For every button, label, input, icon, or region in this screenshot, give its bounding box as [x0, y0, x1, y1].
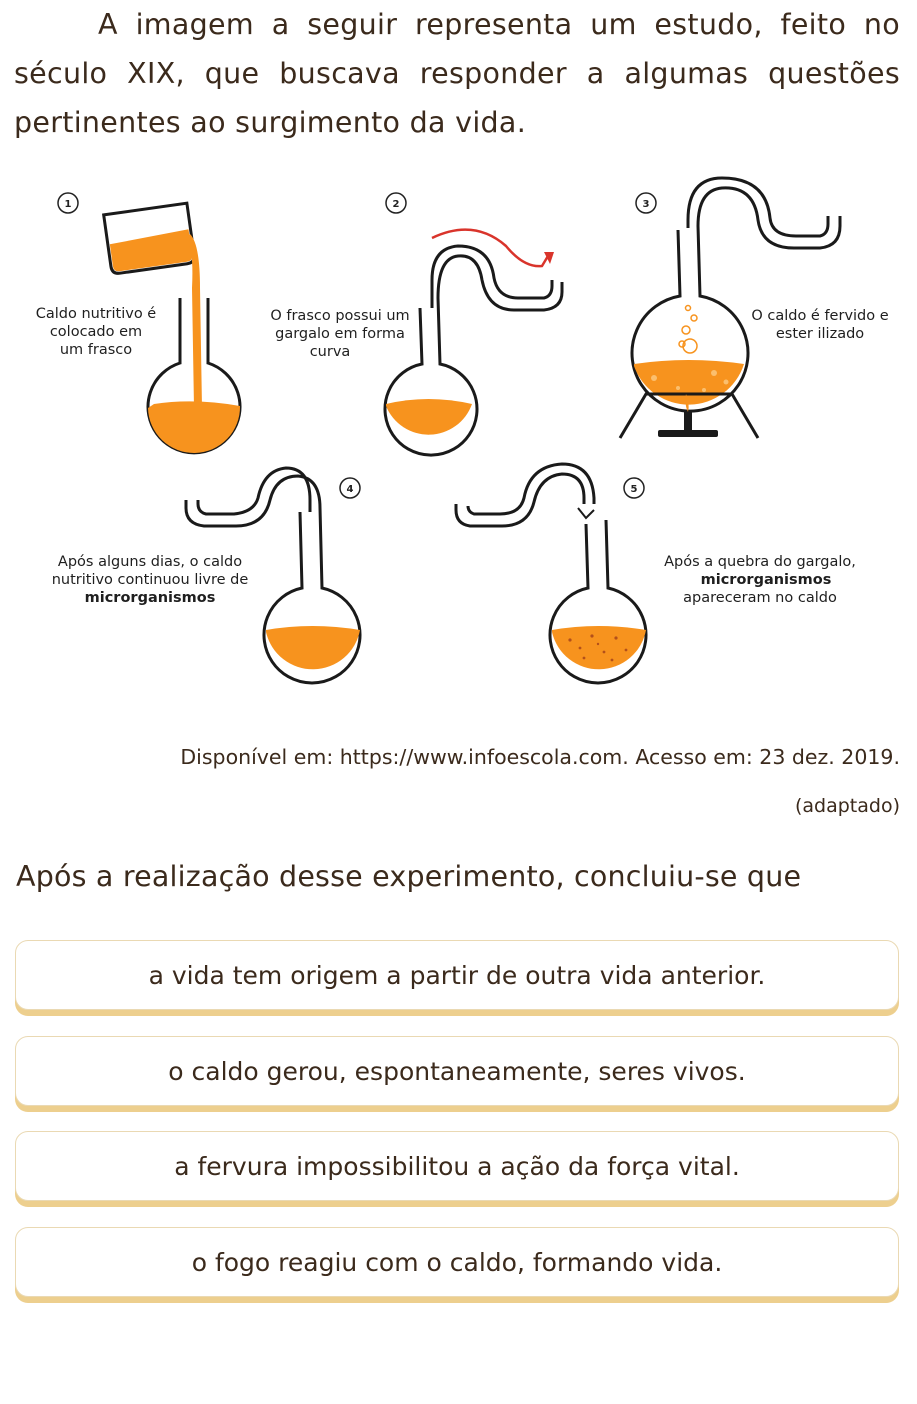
experiment-illustration	[14, 168, 900, 688]
step-5-caption-line-2: microrganismos	[700, 572, 832, 588]
broken-neck-piece	[456, 474, 584, 526]
step-3	[620, 178, 889, 438]
broth-4	[266, 626, 360, 669]
step-1-number: 1	[64, 199, 72, 210]
step-1-caption-line-3: um frasco	[59, 342, 133, 358]
step-1	[36, 193, 240, 453]
step-5-caption-line-3: apareceram no caldo	[683, 590, 837, 606]
contaminated-broth	[552, 626, 646, 669]
beaker-icon	[104, 203, 196, 274]
step-2-caption-line-3: curva	[309, 344, 351, 360]
step-5	[456, 464, 856, 683]
step-2-caption-line-1: O frasco possui um	[270, 308, 410, 324]
broth-1	[148, 401, 240, 453]
intro-paragraph: A imagem a seguir representa um estudo, feito no século XIX, que buscava responder a algumas questões pertinentes ao surgimento da vida.	[14, 8, 900, 139]
step-3-caption-line-1: O caldo é fervido e	[751, 308, 889, 324]
step-2-caption-line-2: gargalo em forma	[275, 326, 405, 342]
step-3-caption-line-2: ester ilizado	[775, 326, 865, 342]
step-1-caption-line-1: Caldo nutritivo é	[35, 306, 157, 322]
step-4-number: 4	[346, 484, 354, 495]
option-c-label: a fervura impossibilitou a ação da força vital.	[174, 1151, 740, 1181]
option-b-button[interactable]	[15, 1036, 899, 1106]
step-3-number: 3	[642, 199, 650, 210]
option-b-label: o caldo gerou, espontaneamente, seres vivos.	[168, 1056, 746, 1086]
question-stem: Após a realização desse experimento, concluiu-se que	[16, 860, 802, 893]
step-4	[52, 468, 360, 683]
step-1-caption-line-2: colocado em	[49, 324, 143, 340]
step-4-caption-line-1: Após alguns dias, o caldo	[57, 554, 243, 570]
step-4-caption-line-2: nutritivo continuou livre de	[51, 572, 249, 588]
bubbles-icon	[679, 306, 697, 354]
pasteur-experiment-figure	[14, 168, 900, 688]
source-note: (adaptado)	[794, 795, 900, 817]
broth-2	[386, 399, 472, 435]
option-a-button[interactable]	[15, 940, 899, 1010]
burner-icon	[684, 412, 692, 432]
step-5-caption-line-1: Após a quebra do gargalo,	[664, 554, 856, 570]
option-d-label: o fogo reagiu com o caldo, formando vida.	[191, 1247, 723, 1277]
option-d-button[interactable]	[15, 1227, 899, 1297]
step-2-number: 2	[392, 199, 400, 210]
source-citation: Disponível em: https://www.infoescola.com. Acesso em: 23 dez. 2019.	[180, 745, 900, 769]
option-a-label: a vida tem origem a partir de outra vida anterior.	[148, 960, 766, 990]
step-5-number: 5	[630, 484, 638, 495]
step-2	[270, 193, 562, 455]
option-c-button[interactable]	[15, 1131, 899, 1201]
step-4-caption-line-3: microrganismos	[84, 590, 216, 606]
